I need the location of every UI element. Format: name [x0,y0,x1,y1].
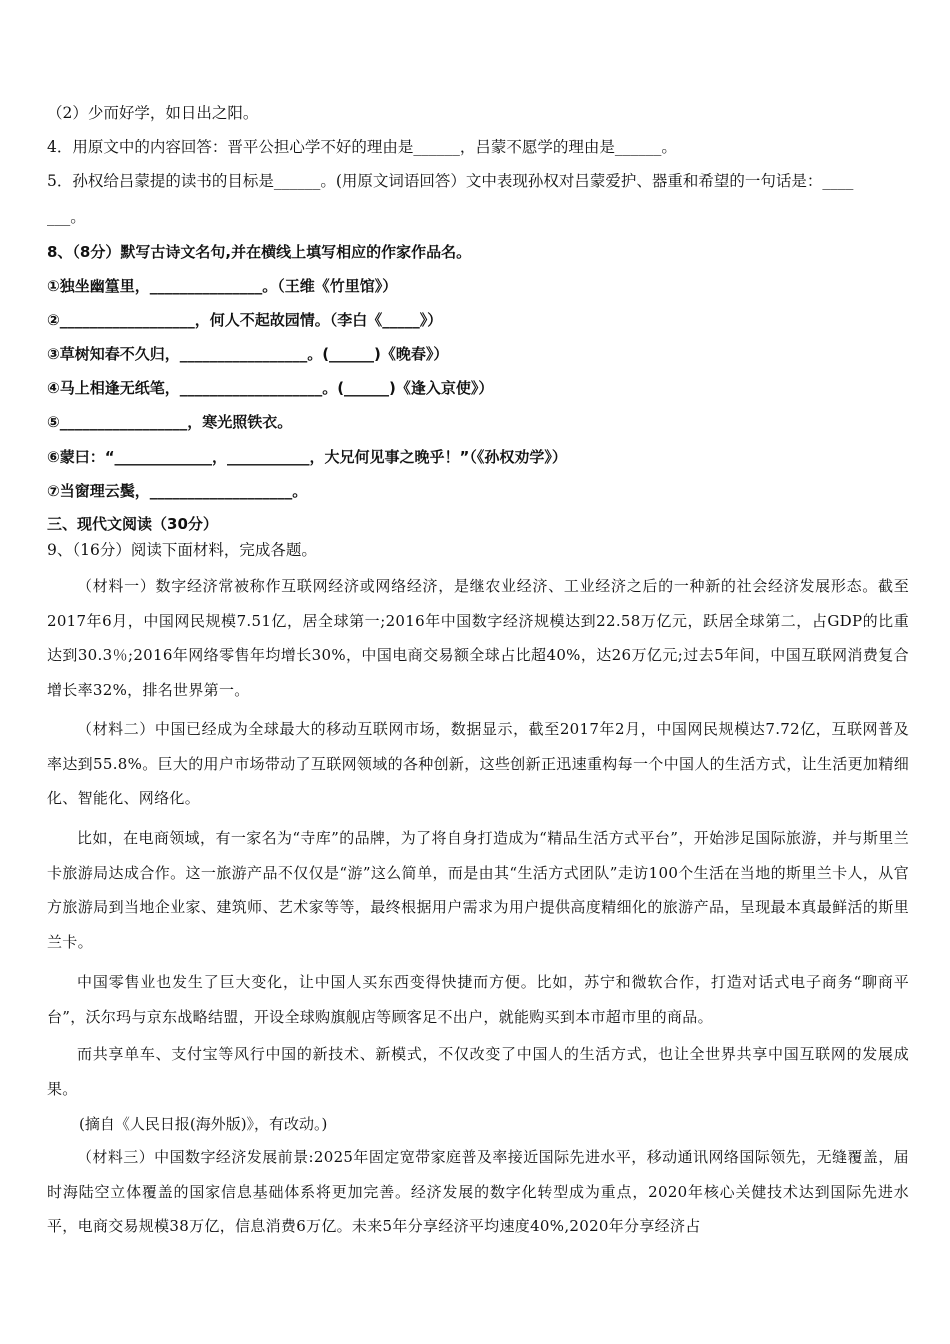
sharing-paragraph: 而共享单车、支付宝等风行中国的新技术、新模式，不仅改变了中国人的生活方式，也让全世界共享中国互联网的发展成果。 [47,1045,909,1098]
question-9: 9、（16分）阅读下面材料，完成各题。 [47,541,317,559]
example-ecommerce-paragraph: 比如，在电商领域，有一家名为“寺库”的品牌，为了将自身打造成为“精品生活方式平台”，开始涉足国际旅游，并与斯里兰卡旅游局达成合作。这一旅游产品不仅仅是“游”这么简单，而是由其“生活方式团队”走访100个生活在当地的斯里兰卡人，从官方旅游局到当地企业家、建筑师、艺术家等等，最终根据用户需求为用户提供高度精细化的旅游产品，呈现最本真最鲜活的斯里兰卡。 [47,829,909,951]
material-3-paragraph: （材料三）中国数字经济发展前景:2025年固定宽带家庭普及率接近国际先进水平，移动通讯网络国际领先，无缝覆盖，届时海陆空立体覆盖的国家信息基础体系将更加完善。经济发展的数字化转型成为重点，2020年核心关健技术达到国际先进水平，电商交易规模38万亿，信息消费6万亿。未来5年分享经济平均速度40%,2020年分享经济占 [47,1148,909,1236]
retail-paragraph: 中国零售业也发生了巨大变化，让中国人买东西变得快捷而方便。比如，苏宁和微软合作，打造对话式电子商务“聊商平台”，沃尔玛与京东战略结盟，开设全球购旗舰店等顾客足不出户，就能购买到本市超市里的商品。 [47,973,909,1026]
question-5-continued: ___。 [47,208,86,226]
poem-fill-3: ③草树知春不久归，_________________。(______)《晚春》） [47,345,449,363]
poem-fill-1: ①独坐幽篁里，_______________。（王维《竹里馆》） [47,277,398,295]
material-1-paragraph: （材料一）数字经济常被称作互联网经济或网络经济，是继农业经济、工业经济之后的一种新的社会经济发展形态。截至2017年6月，中国网民规模7.51亿，居全球第一;2016年中国数字经济规模达到22.58万亿元，跃居全球第二，占GDP的比重达到30.3％;2016年网络零售年均增长30%，中国电商交易额全球占比超40%，达26万亿元;过去5年间，中国互联网消费复合增长率32%，排名世界第一。 [47,577,909,699]
question-8-heading: 8、（8分）默写古诗文名句,并在横线上填写相应的作家作品名。 [47,243,472,261]
source-citation: (摘自《人民日报(海外版)》，有改动。) [79,1115,328,1133]
question-5: 5．孙权给吕蒙提的读书的目标是______。(用原文词语回答）文中表现孙权对吕蒙爱护、器重和希望的一句话是：____ [47,172,854,190]
material-2-paragraph: （材料二）中国已经成为全球最大的移动互联网市场，数据显示，截至2017年2月，中国网民规模达7.72亿，互联网普及率达到55.8%。巨大的用户市场带动了互联网领域的各种创新，这些创新正迅速重构每一个中国人的生活方式，让生活更加精细化、智能化、网络化。 [47,720,909,808]
poem-fill-7: ⑦当窗理云鬓，___________________。 [47,482,308,500]
poem-fill-4: ④马上相逢无纸笔，___________________。(______)《逢入京使》） [47,379,494,397]
poem-fill-6: ⑥蒙曰：“_____________，___________，大兄何见事之晚乎！”（《孙权劝学》） [47,448,567,466]
poem-fill-5: ⑤_________________，寒光照铁衣。 [47,413,293,431]
question-line-1-2: （2）少而好学，如日出之阳。 [47,104,259,122]
poem-fill-2: ②__________________，何人不起故园情。（李白《_____》） [47,311,443,329]
question-4: 4．用原文中的内容回答：晋平公担心学不好的理由是______，吕蒙不愿学的理由是______。 [47,138,677,156]
section-3-heading: 三、现代文阅读（30分） [47,515,218,533]
